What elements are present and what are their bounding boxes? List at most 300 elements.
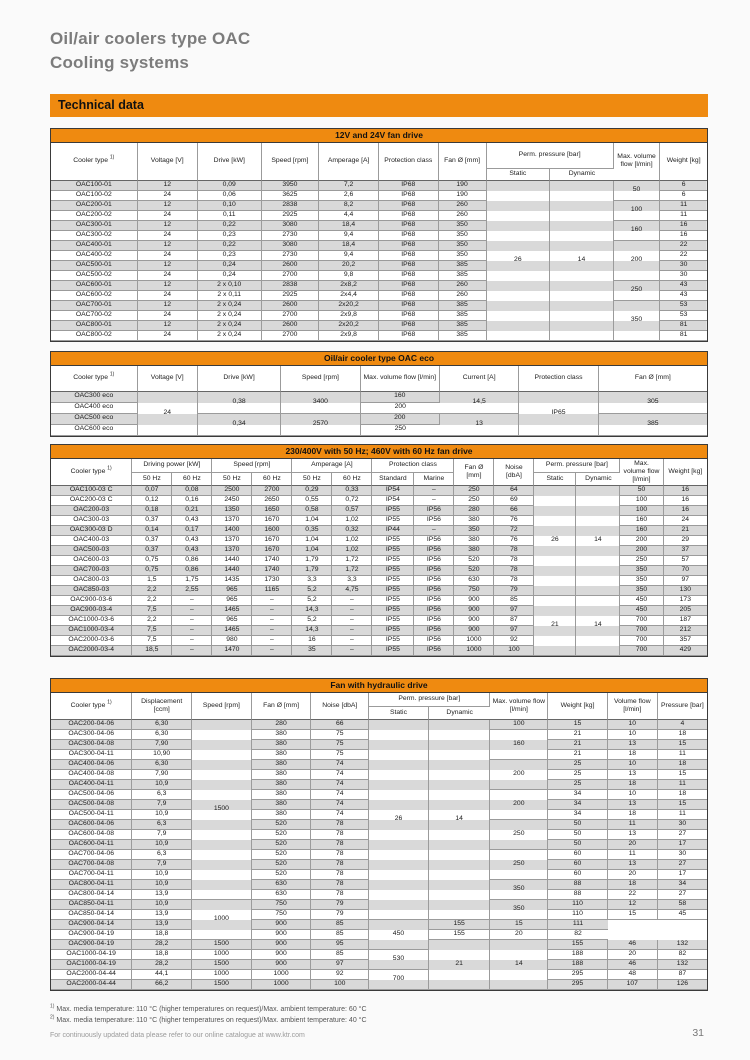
column-header: Fan Ø [mm]: [439, 143, 487, 181]
cell: 1650: [252, 506, 292, 516]
cell: 0,08: [172, 486, 212, 496]
page-title-line2: Cooling systems: [50, 52, 190, 72]
cell: OAC500-02: [51, 271, 138, 281]
cell: 160: [361, 392, 440, 403]
cell: IP68: [379, 271, 439, 281]
cell: 1740: [252, 566, 292, 576]
cell: OAC300-04-11: [51, 750, 132, 760]
cell: 18: [658, 790, 707, 800]
cell: OAC800-04-14: [51, 890, 132, 900]
cell: OAC900-03-6: [51, 596, 132, 606]
cell: 350: [490, 900, 548, 920]
table-mount-12v-24v: [50, 128, 708, 342]
cell: OAC900-03-4: [51, 606, 132, 616]
footnotes: [50, 1004, 708, 1026]
cell: 0,37: [132, 536, 172, 546]
cell: 429: [664, 646, 707, 656]
cell: 10: [608, 730, 658, 740]
cell: 72: [494, 526, 534, 536]
cell: 520: [252, 860, 312, 870]
column-header: 60 Hz: [252, 473, 292, 486]
cell: 280: [252, 720, 312, 730]
cell: 965: [212, 586, 252, 596]
cell: 5,2: [292, 616, 332, 626]
cell: IP55: [372, 536, 414, 546]
cell: IP68: [379, 261, 439, 271]
cell: 16: [292, 636, 332, 646]
table-230-400v-fan-drive-grid: [51, 459, 707, 656]
cell: 18,8: [132, 950, 192, 960]
cell: 78: [311, 850, 369, 860]
cell: 11: [608, 850, 658, 860]
column-header: Static: [369, 707, 429, 720]
cell: 7,90: [132, 740, 192, 750]
cell: 0,29: [292, 486, 332, 496]
cell: 520: [252, 870, 312, 880]
cell: 5,2: [292, 596, 332, 606]
footnote-2: [50, 1015, 708, 1026]
table-title: 230/400V with 50 Hz; 460V with 60 Hz fan drive: [51, 445, 707, 459]
table-oac-eco-grid: [51, 366, 707, 436]
column-header: Speed [rpm]: [192, 693, 252, 720]
cell: 30: [660, 261, 707, 271]
cell: 350: [490, 880, 548, 900]
cell: 18: [608, 810, 658, 820]
header-row: [51, 143, 707, 169]
column-header: Speed [rpm]: [262, 143, 320, 181]
cell: 0,22: [198, 241, 262, 251]
cell: 155: [429, 920, 491, 930]
table-fan-hydraulic-drive-grid: [51, 693, 707, 990]
cell: OAC1000-04-19: [51, 960, 132, 970]
cell: 78: [311, 860, 369, 870]
cell: 74: [311, 800, 369, 810]
cell: 1670: [252, 516, 292, 526]
header-row: [51, 693, 707, 707]
cell: 78: [311, 890, 369, 900]
cell: OAC100-03 C: [51, 486, 132, 496]
cell: 6,30: [132, 760, 192, 770]
cell: 520: [454, 556, 494, 566]
cell: 2x20,2: [319, 321, 379, 331]
cell: 21: [429, 940, 491, 990]
cell: 1,72: [332, 556, 372, 566]
cell: 78: [311, 840, 369, 850]
cell: 1000: [192, 950, 252, 960]
cell: 750: [252, 900, 312, 910]
cell: OAC500-04-11: [51, 810, 132, 820]
cell: 7,9: [132, 860, 192, 870]
table-oac-eco: [50, 351, 708, 437]
cell: 4: [658, 720, 707, 730]
cell: 75: [311, 730, 369, 740]
cell: 250: [361, 425, 440, 436]
cell: 260: [439, 291, 487, 301]
cell: 3950: [262, 181, 320, 191]
cell: 18: [608, 750, 658, 760]
cell: OAC300 eco: [51, 392, 138, 403]
cell: 1,5: [132, 576, 172, 586]
page-title-line1: Oil/air coolers type OAC: [50, 29, 251, 48]
cell: IP68: [379, 211, 439, 221]
cell: 190: [439, 191, 487, 201]
cell: 50: [548, 830, 608, 840]
footnote-1-marker: 1): [50, 1003, 55, 1010]
cell: 18: [658, 730, 707, 740]
column-header: Protection class: [372, 459, 454, 473]
cell: 13,9: [132, 890, 192, 900]
cell: 110: [548, 900, 608, 910]
cell: 1000: [192, 970, 252, 980]
cell: 160: [620, 516, 663, 526]
cell: 100: [494, 646, 534, 656]
cell: 2700: [262, 331, 320, 341]
cell: 132: [658, 940, 707, 950]
cell: 2700: [262, 271, 320, 281]
footnote-2-text: Max. media temperature: 110 °C (higher temperatures on request)/Max. ambient temperature: 40 °C: [56, 1016, 367, 1024]
cell: 53: [660, 311, 707, 321]
cell: IP56: [414, 626, 454, 636]
cell: 380: [454, 536, 494, 546]
column-header: Weight [kg]: [660, 143, 707, 181]
cell: 0,17: [172, 526, 212, 536]
cell: 21: [548, 740, 608, 750]
cell: 21: [548, 750, 608, 760]
cell: 46: [608, 960, 658, 970]
cell: 78: [311, 880, 369, 890]
cell: 980: [212, 636, 252, 646]
cell: 1670: [252, 536, 292, 546]
table-title: 12V and 24V fan drive: [51, 129, 707, 143]
cell: OAC500 eco: [51, 414, 138, 425]
cell: 1,04: [292, 516, 332, 526]
cell: 2x9,8: [319, 311, 379, 321]
cell: 34: [658, 880, 707, 890]
cell: 630: [252, 890, 312, 900]
cell: 85: [311, 920, 369, 930]
column-header: 50 Hz: [132, 473, 172, 486]
cell: 380: [252, 760, 312, 770]
column-header: Cooler type $^{1)}$: [51, 693, 132, 720]
cell: 357: [664, 636, 707, 646]
cell: 385: [439, 311, 487, 321]
cell: 60: [548, 850, 608, 860]
cell: 64: [494, 486, 534, 496]
column-header: Dynamic: [550, 169, 614, 181]
cell: IP56: [414, 546, 454, 556]
cell: 18,8: [132, 930, 192, 940]
cell: 1435: [212, 576, 252, 586]
cell: 100: [490, 720, 548, 730]
column-header: 50 Hz: [212, 473, 252, 486]
cell: 78: [494, 546, 534, 556]
table-title: Oil/air cooler type OAC eco: [51, 352, 707, 366]
column-header: Max. volume flow [l/min]: [620, 459, 663, 486]
cell: 0,33: [332, 486, 372, 496]
cell: 18: [608, 880, 658, 890]
column-header: Fan Ø [mm]: [599, 366, 707, 392]
cell: 250: [490, 820, 548, 850]
cell: 380: [454, 516, 494, 526]
cell: 43: [660, 291, 707, 301]
cell: 97: [494, 606, 534, 616]
cell: 0,09: [198, 181, 262, 191]
cell: 24: [138, 211, 198, 221]
column-header: Dynamic: [576, 473, 620, 486]
cell: IP68: [379, 221, 439, 231]
cell: IP55: [372, 586, 414, 596]
cell: 530: [369, 950, 429, 970]
cell: 92: [311, 970, 369, 980]
cell: 0,72: [332, 496, 372, 506]
cell: 10,9: [132, 810, 192, 820]
cell: 34: [548, 790, 608, 800]
cell: 280: [454, 506, 494, 516]
table-row: [51, 950, 707, 960]
cell: 380: [252, 750, 312, 760]
cell: 21: [534, 596, 576, 656]
column-header: Current [A]: [440, 366, 519, 392]
cell: OAC600-04-08: [51, 830, 132, 840]
cell: 4,75: [332, 586, 372, 596]
column-header: Static: [487, 169, 551, 181]
cell: 385: [439, 271, 487, 281]
cell: 17: [658, 840, 707, 850]
cell: OAC700-04-11: [51, 870, 132, 880]
cell: 0,38: [198, 392, 281, 414]
column-header: Voltage [V]: [138, 143, 198, 181]
cell: IP44: [372, 526, 414, 536]
cell: 0,21: [172, 506, 212, 516]
cell: 50: [614, 181, 661, 201]
cell: 2838: [262, 281, 320, 291]
cell: 0,86: [172, 566, 212, 576]
cell: IP68: [379, 281, 439, 291]
cell: OAC200-03: [51, 506, 132, 516]
cell: OAC700-04-08: [51, 860, 132, 870]
cell: 15: [658, 740, 707, 750]
cell: 1500: [192, 980, 252, 990]
cell: 95: [311, 940, 369, 950]
cell: OAC500-03: [51, 546, 132, 556]
cell: 24: [138, 191, 198, 201]
cell: IP55: [372, 566, 414, 576]
cell: 79: [494, 586, 534, 596]
cell: OAC300-01: [51, 221, 138, 231]
cell: 4,4: [319, 211, 379, 221]
cell: IP55: [372, 556, 414, 566]
cell: 13: [608, 770, 658, 780]
cell: –: [172, 606, 212, 616]
cell: 50: [548, 840, 608, 850]
cell: 28,2: [132, 940, 192, 950]
cell: 25: [548, 770, 608, 780]
cell: 25: [548, 780, 608, 790]
cell: 20: [608, 870, 658, 880]
cell: 7,5: [132, 636, 172, 646]
cell: 155: [548, 940, 608, 950]
cell: 8,2: [319, 201, 379, 211]
cell: 15: [658, 800, 707, 810]
cell: 2700: [262, 311, 320, 321]
column-header: Static: [534, 473, 576, 486]
cell: 10,9: [132, 840, 192, 850]
cell: 0,57: [332, 506, 372, 516]
cell: –: [414, 526, 454, 536]
page-number: 31: [692, 1027, 704, 1039]
cell: 0,07: [132, 486, 172, 496]
cell: 26: [369, 720, 429, 920]
column-header: Perm. pressure [bar]: [534, 459, 620, 473]
cell: 11: [608, 820, 658, 830]
cell: 2500: [212, 486, 252, 496]
cell: 53: [660, 301, 707, 311]
cell: 132: [658, 960, 707, 970]
cell: OAC500-04-06: [51, 790, 132, 800]
cell: 380: [252, 810, 312, 820]
cell: 0,43: [172, 546, 212, 556]
cell: 12: [138, 181, 198, 191]
cell: 160: [490, 730, 548, 760]
cell: 13: [608, 830, 658, 840]
cell: 750: [454, 586, 494, 596]
table-row: [51, 392, 707, 403]
cell: 24: [138, 331, 198, 341]
cell: IP56: [414, 556, 454, 566]
cell: 6,3: [132, 790, 192, 800]
cell: 107: [608, 980, 658, 990]
cell: 25: [548, 760, 608, 770]
cell: 13: [608, 740, 658, 750]
cell: 30: [658, 820, 707, 830]
cell: 1000: [252, 980, 312, 990]
cell: 50: [548, 820, 608, 830]
cell: 350: [439, 231, 487, 241]
cell: 0,18: [132, 506, 172, 516]
cell: 13,9: [132, 910, 192, 920]
cell: 2x4,4: [319, 291, 379, 301]
cell: 66: [311, 720, 369, 730]
cell: 0,14: [132, 526, 172, 536]
cell: 27: [658, 860, 707, 870]
cell: 110: [548, 910, 608, 920]
cell: 111: [548, 920, 608, 930]
cell: 87: [658, 970, 707, 980]
cell: OAC600-04-11: [51, 840, 132, 850]
cell: 24: [138, 231, 198, 241]
column-header: Noise [dbA]: [311, 693, 369, 720]
cell: 60: [548, 870, 608, 880]
cell: 21: [548, 730, 608, 740]
cell: 520: [454, 566, 494, 576]
cell: 43: [660, 281, 707, 291]
cell: 0,32: [332, 526, 372, 536]
page-title: [50, 27, 708, 75]
cell: 250: [454, 496, 494, 506]
cell: 97: [311, 960, 369, 970]
cell: 74: [311, 810, 369, 820]
cell: 9,4: [319, 251, 379, 261]
cell: 0,24: [198, 271, 262, 281]
cell: 74: [311, 790, 369, 800]
cell: 2925: [262, 291, 320, 301]
cell: 1470: [212, 646, 252, 656]
cell: 190: [439, 181, 487, 191]
cell: 900: [252, 960, 312, 970]
cell: 6,3: [132, 850, 192, 860]
cell: 7,5: [132, 606, 172, 616]
cell: 700: [620, 636, 663, 646]
cell: 0,43: [172, 516, 212, 526]
cell: 24: [138, 392, 198, 436]
cell: –: [414, 496, 454, 506]
cell: 13: [608, 800, 658, 810]
cell: 66: [494, 506, 534, 516]
cell: 1,79: [292, 556, 332, 566]
column-header: Dynamic: [429, 707, 491, 720]
cell: 3080: [262, 221, 320, 231]
cell: 126: [658, 980, 707, 990]
column-header: Fan Ø [mm]: [252, 693, 312, 720]
table-row: [51, 970, 707, 980]
cell: 1000: [454, 646, 494, 656]
column-header: Weight [kg]: [548, 693, 608, 720]
cell: OAC800-03: [51, 576, 132, 586]
cell: 700: [620, 616, 663, 626]
cell: OAC100-02: [51, 191, 138, 201]
cell: 12: [608, 900, 658, 910]
cell: 18: [658, 760, 707, 770]
cell: 97: [494, 626, 534, 636]
cell: OAC1000-03-6: [51, 616, 132, 626]
cell: 250: [614, 281, 661, 301]
column-header: Weight [kg]: [664, 459, 707, 486]
column-header: Drive [kW]: [198, 143, 262, 181]
cell: 60: [548, 860, 608, 870]
cell: IP55: [372, 546, 414, 556]
cell: 380: [252, 770, 312, 780]
cell: OAC850-03: [51, 586, 132, 596]
cell: 34: [548, 810, 608, 820]
column-header: Noise [dbA]: [494, 459, 534, 486]
cell: IP68: [379, 301, 439, 311]
cell: IP56: [414, 586, 454, 596]
cell: 69: [494, 496, 534, 506]
column-header: Speed [rpm]: [281, 366, 360, 392]
cell: 0,23: [198, 231, 262, 241]
cell: IP56: [414, 636, 454, 646]
cell: IP56: [414, 596, 454, 606]
cell: 22: [660, 251, 707, 261]
cell: 12: [138, 261, 198, 271]
cell: –: [332, 646, 372, 656]
cell: 205: [664, 606, 707, 616]
cell: 1,75: [172, 576, 212, 586]
cell: 12: [138, 321, 198, 331]
cell: 11: [660, 211, 707, 221]
cell: IP55: [372, 636, 414, 646]
cell: 2600: [262, 261, 320, 271]
cell: 173: [664, 596, 707, 606]
cell: 2 x 0,11: [198, 291, 262, 301]
cell: 188: [548, 960, 608, 970]
cell: –: [172, 646, 212, 656]
cell: 2 x 0,24: [198, 311, 262, 321]
cell: 7,9: [132, 830, 192, 840]
cell: 21: [664, 526, 707, 536]
table-row: [51, 920, 707, 930]
cell: IP65: [519, 392, 598, 436]
